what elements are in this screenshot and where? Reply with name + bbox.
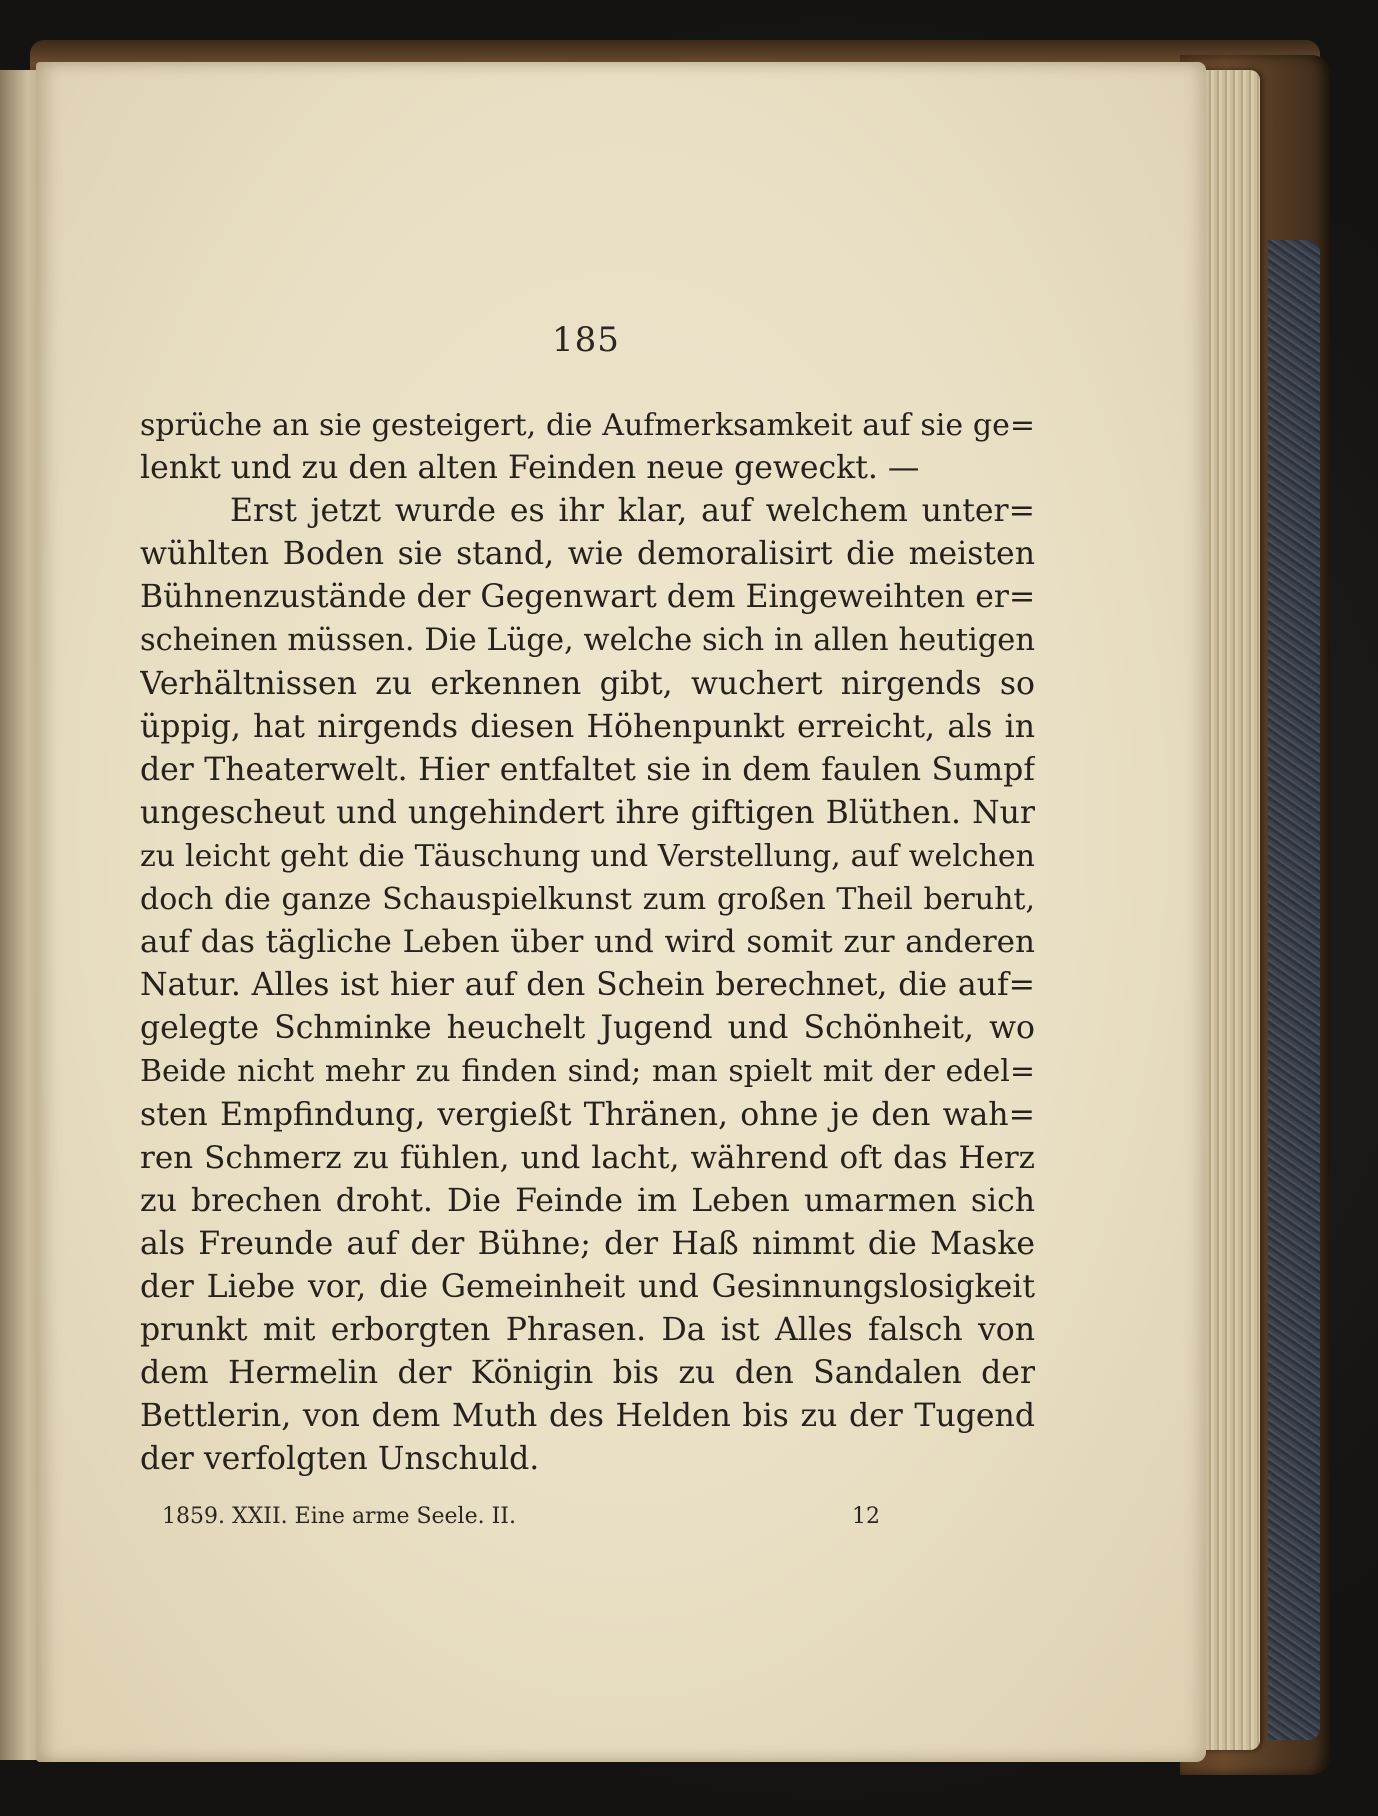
book-page xyxy=(36,62,1206,1762)
text-line: üppig, hat nirgends diesen Höhenpunkt erreicht, als in xyxy=(140,708,1035,745)
text-line: wühlten Boden sie stand, wie demoralisirt die meisten xyxy=(140,536,1035,573)
text-line: ren Schmerz zu fühlen, und lacht, während oft das Herz xyxy=(140,1139,1035,1176)
body-text xyxy=(140,404,1035,1481)
text-line: der Liebe vor, die Gemeinheit und Gesinnungslosigkeit xyxy=(140,1268,1035,1305)
text-line: gelegte Schminke heuchelt Jugend und Schönheit, wo xyxy=(140,1010,1035,1047)
text-line: auf das tägliche Leben über und wird somit zur anderen xyxy=(140,924,1035,961)
text-line: dem Hermelin der Königin bis zu den Sandalen der xyxy=(140,1355,1035,1392)
text-line: zu leicht geht die Täuschung und Verstellung, auf welchen xyxy=(140,838,1035,874)
text-line: Bettlerin, von dem Muth des Helden bis zu der Tugend xyxy=(140,1398,1035,1435)
text-line: der Theaterwelt. Hier entfaltet sie in dem faulen Sumpf xyxy=(140,751,1035,788)
text-line: zu brechen droht. Die Feinde im Leben umarmen sich xyxy=(140,1182,1035,1219)
page-number: 185 xyxy=(552,320,620,360)
text-line: lenkt und zu den alten Feinden neue geweckt. — xyxy=(140,450,920,487)
footer-sheet-number: 12 xyxy=(852,1504,880,1529)
text-line: der verfolgten Unschuld. xyxy=(140,1441,540,1478)
text-line: prunkt mit erborgten Phrasen. Da ist Alles falsch von xyxy=(140,1311,1035,1348)
text-line: Beide nicht mehr zu finden sind; man spielt mit der edel= xyxy=(140,1054,1035,1090)
text-line: Erst jetzt wurde es ihr klar, auf welchem unter= xyxy=(230,493,1035,530)
text-line: scheinen müssen. Die Lüge, welche sich in allen heutigen xyxy=(140,623,1035,659)
text-line: Verhältnissen zu erkennen gibt, wuchert nirgends so xyxy=(140,665,1035,702)
text-line: sten Empfindung, vergießt Thränen, ohne je den wah= xyxy=(140,1096,1035,1133)
footer-signature: 1859. XXII. Eine arme Seele. II. xyxy=(162,1504,516,1529)
text-line: doch die ganze Schauspielkunst zum großen Theil beruht, xyxy=(140,882,1035,918)
text-line: ungescheut und ungehindert ihre giftigen Blüthen. Nur xyxy=(140,794,1035,831)
text-line: als Freunde auf der Bühne; der Haß nimmt die Maske xyxy=(140,1225,1035,1262)
book-cover-cloth xyxy=(1268,240,1320,1740)
text-line: sprüche an sie gesteigert, die Aufmerksamkeit auf sie ge= xyxy=(140,408,1035,443)
text-line: Bühnenzustände der Gegenwart dem Eingeweihten er= xyxy=(140,579,1035,616)
page-footer xyxy=(162,1504,882,1540)
text-line: Natur. Alles ist hier auf den Schein berechnet, die auf= xyxy=(140,967,1035,1004)
